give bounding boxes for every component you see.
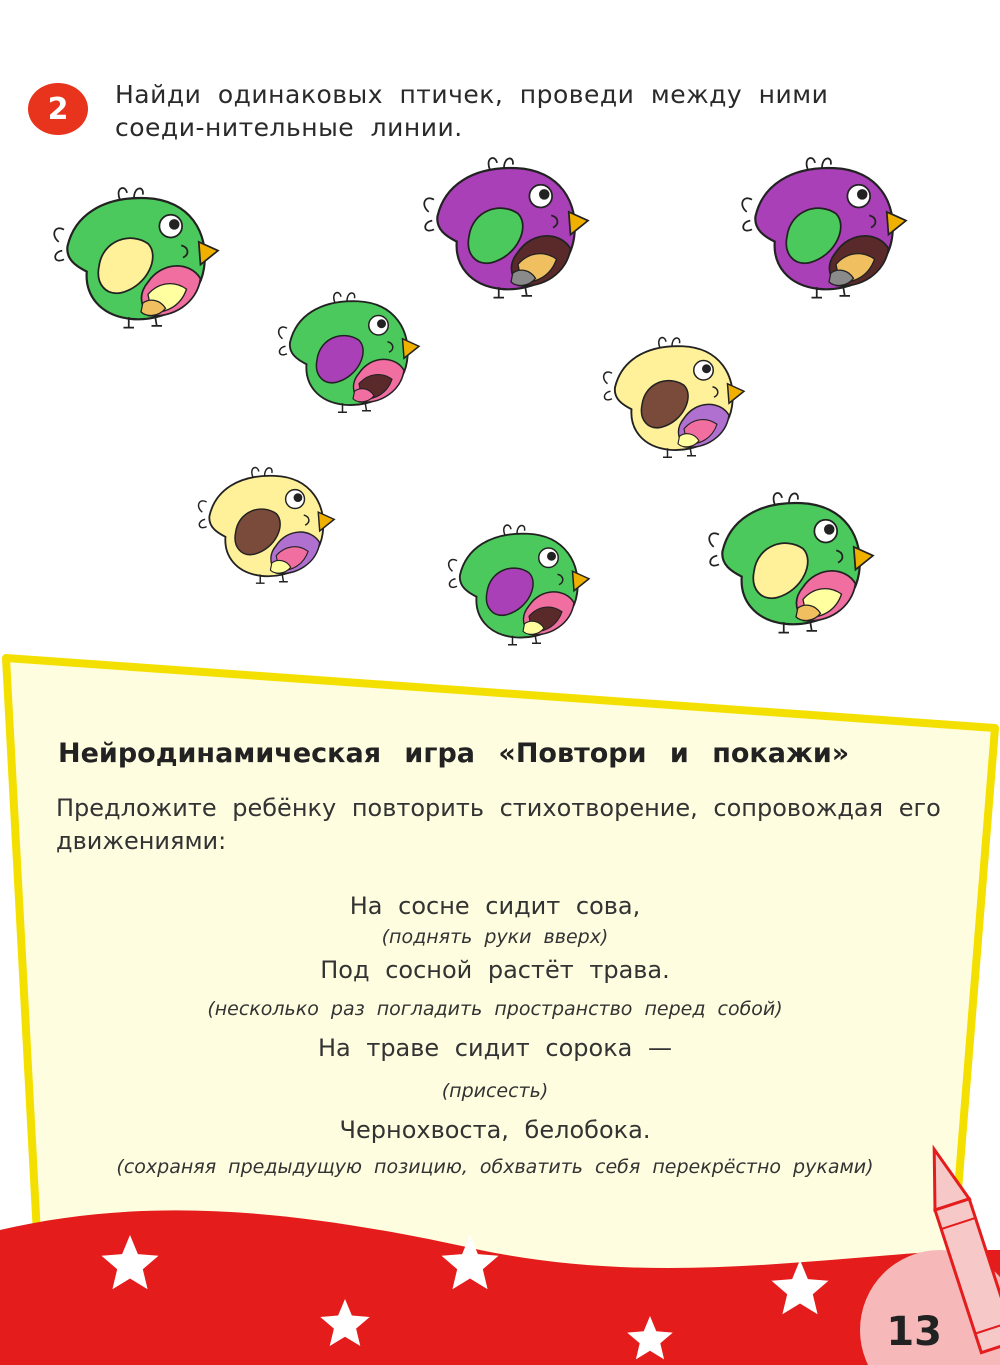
game-panel: [0, 650, 1000, 1365]
poem-note-4: (сохраняя предыдущую позицию, обхватить себя перекрёстно руками): [116, 1156, 874, 1178]
bird-4-icon[interactable]: [275, 285, 425, 415]
bird-6-icon[interactable]: [195, 458, 340, 588]
bird-8-icon[interactable]: [705, 485, 880, 635]
poem-note-1: (поднять руки вверх): [381, 926, 609, 948]
poem: [0, 892, 990, 1178]
bird-7-icon[interactable]: [445, 515, 595, 650]
task-instruction: Найди одинаковых птичек, проведи между ними соеди-нительные линии.: [115, 80, 829, 142]
game-intro: Предложите ребёнку повторить стихотворение, сопровождая его движениями:: [56, 794, 941, 855]
poem-line-3: На траве сидит сорока —: [317, 1034, 673, 1062]
task-number-badge: 2: [28, 83, 88, 135]
bird-3-icon[interactable]: [738, 150, 913, 300]
bird-2-icon[interactable]: [420, 150, 595, 300]
poem-line-4: Чернохвоста, белобока.: [339, 1116, 651, 1144]
poem-line-2: Под сосной растёт трава.: [320, 956, 670, 984]
bird-1-icon[interactable]: [50, 180, 225, 330]
poem-line-1: На сосне сидит сова,: [349, 892, 641, 920]
poem-note-3: (присесть): [441, 1080, 549, 1102]
bird-5-icon[interactable]: [600, 330, 750, 460]
game-title: Нейродинамическая игра «Повтори и покажи»: [58, 738, 850, 769]
poem-note-2: (несколько раз погладить пространство перед собой): [207, 998, 783, 1020]
birds-area: [0, 150, 1000, 650]
page-number: 13: [886, 1309, 942, 1355]
